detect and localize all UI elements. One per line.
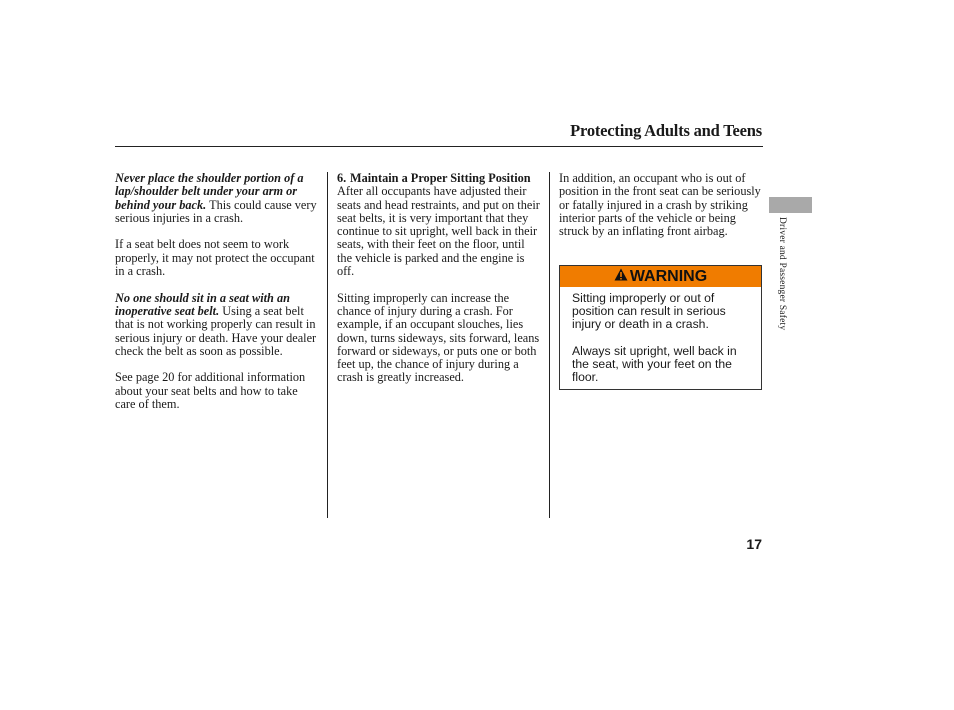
paragraph-text: Using a seat belt that is not working properly can result in serious injury or death. Have your dealer check the belt as soon as possible. <box>115 303 317 358</box>
warning-triangle-icon <box>614 268 630 286</box>
column-divider <box>327 172 328 518</box>
paragraph-sitting-improperly: Sitting improperly can increase the chance of injury during a crash. For example, if an occupant slouches, lies down, turns sideways, sits forward, leans forward or sideways, or puts one or both feet up, the chance of injury during a crash is greatly increased. <box>337 290 540 385</box>
section-tab-marker <box>769 197 812 213</box>
warning-emphasis: No one should sit in a seat with an inoperative seat belt. <box>115 290 290 318</box>
page-title: Protecting Adults and Teens <box>570 121 762 140</box>
warning-emphasis: Never place the shoulder portion of a lap/shoulder belt under your arm or behind your back. <box>115 171 304 212</box>
warning-label: WARNING <box>629 267 708 285</box>
side-section-label: Driver and Passenger Safety <box>777 217 787 331</box>
paragraph-see-page: See page 20 for additional information about your seat belts and how to take care of them. <box>115 370 306 412</box>
section-title: Maintain a Proper Sitting Position <box>350 171 531 185</box>
paragraph-belt-not-working: If a seat belt does not seem to work properly, it may not protect the occupant in a crash. <box>115 237 315 279</box>
title-rule <box>115 146 763 147</box>
section-heading <box>337 172 541 185</box>
paragraph-out-of-position: In addition, an occupant who is out of position in the front seat can be seriously or fatally injured in a crash by striking interior parts of the vehicle or being struck by an inflating front airbag. <box>559 171 761 239</box>
warning-text <box>560 287 761 384</box>
warning-paragraph: Always sit upright, well back in the seat, with your feet on the floor. <box>572 343 737 385</box>
column-3 <box>559 172 763 252</box>
warning-header <box>560 266 761 287</box>
column-divider <box>549 172 550 518</box>
paragraph-sitting-upright: After all occupants have adjusted their seats and head restraints, and put on their seat belts, it is very important that they continue to sit upright, well back in their seats, with their feet on the floor, until the vehicle is parked and the engine is off. <box>337 184 540 279</box>
paragraph-shoulder-belt <box>115 172 321 225</box>
page-number: 17 <box>746 536 762 552</box>
section-number: 6. <box>337 171 347 185</box>
warning-box <box>559 265 762 390</box>
paragraph-inoperative-belt <box>115 292 321 358</box>
column-2 <box>337 172 541 398</box>
warning-paragraph: Sitting improperly or out of position can result in serious injury or death in a crash. <box>572 291 726 332</box>
column-1 <box>115 172 321 425</box>
paragraph-text: This could cause very serious injuries in a crash. <box>115 197 317 225</box>
